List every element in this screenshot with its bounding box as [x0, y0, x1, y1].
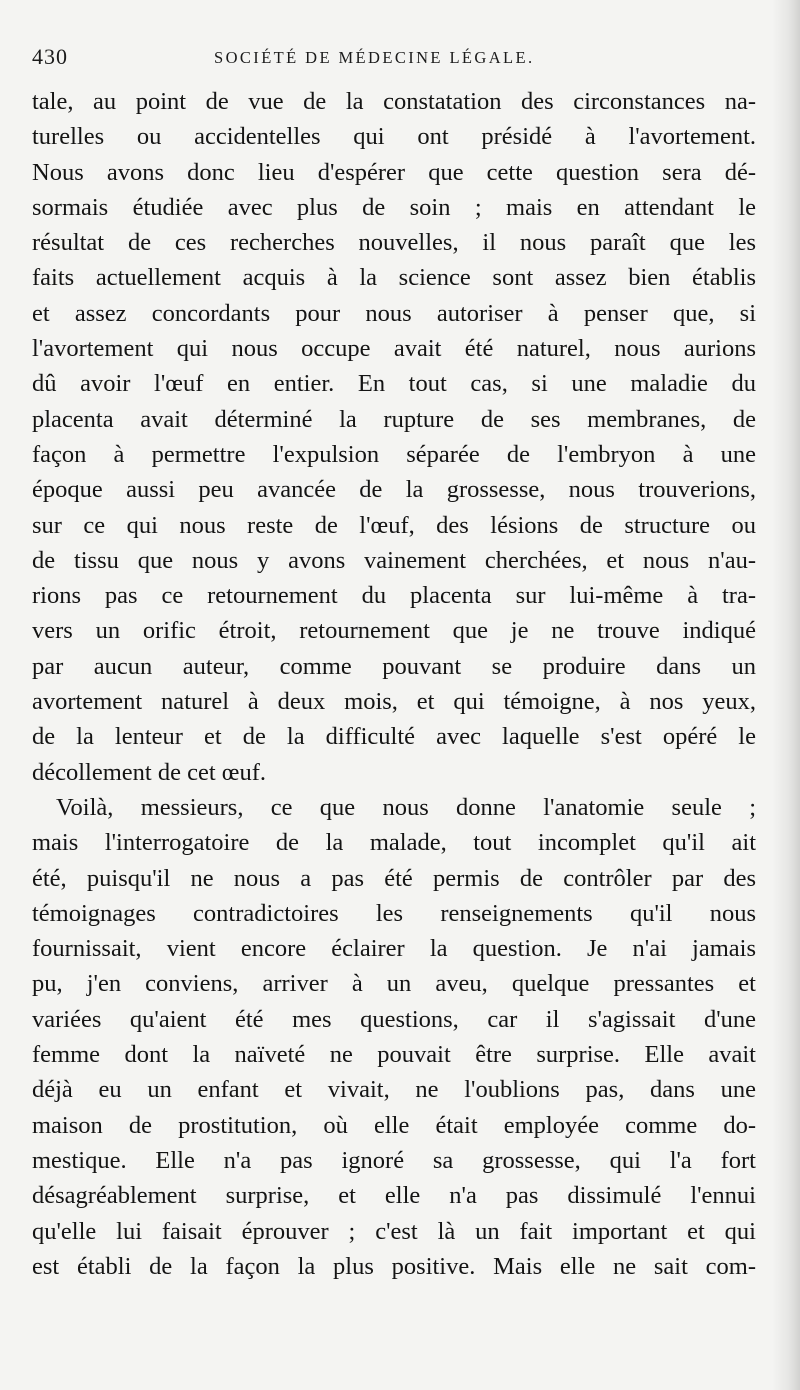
text-line: rions pas ce retournement du placenta sur lui-même à tra- [32, 582, 756, 610]
running-title: SOCIÉTÉ DE MÉDECINE LÉGALE. [214, 48, 535, 67]
text-line: avortement naturel à deux mois, et qui témoigne, à nos yeux, [32, 688, 756, 716]
text-line-paragraph-start: Voilà, messieurs, ce que nous donne l'anatomie seule ; [56, 793, 756, 821]
text-line: et assez concordants pour nous autoriser à penser que, si [32, 299, 756, 327]
running-head [32, 44, 772, 74]
text-line: est établi de la façon la plus positive. Mais elle ne sait com- [32, 1252, 756, 1280]
text-line: été, puisqu'il ne nous a pas été permis de contrôler par des [32, 864, 756, 892]
text-line: mais l'interrogatoire de la malade, tout incomplet qu'il ait [32, 829, 756, 857]
text-line: déjà eu un enfant et vivait, ne l'oublions pas, dans une [32, 1076, 756, 1104]
text-line: placenta avait déterminé la rupture de ses membranes, de [32, 405, 756, 433]
text-line: de tissu que nous y avons vainement cherchées, et nous n'au- [32, 546, 756, 574]
text-line: pu, j'en conviens, arriver à un aveu, quelque pressantes et [32, 970, 756, 998]
text-line: façon à permettre l'expulsion séparée de l'embryon à une [32, 440, 756, 468]
text-line: variées qu'aient été mes questions, car il s'agissait d'une [32, 1005, 756, 1033]
text-line: faits actuellement acquis à la science sont assez bien établis [32, 264, 756, 292]
text-line: désagréablement surprise, et elle n'a pas dissimulé l'ennui [32, 1182, 756, 1210]
text-line: vers un orific étroit, retournement que je ne trouve indiqué [32, 617, 756, 645]
body-text [32, 84, 756, 1284]
text-line: turelles ou accidentelles qui ont présidé à l'avortement. [32, 123, 756, 151]
text-line: dû avoir l'œuf en entier. En tout cas, si une maladie du [32, 370, 756, 398]
text-line: l'avortement qui nous occupe avait été naturel, nous aurions [32, 335, 756, 363]
text-line: tale, au point de vue de la constatation des circonstances na- [32, 88, 756, 115]
text-line: femme dont la naïveté ne pouvait être surprise. Elle avait [32, 1041, 756, 1069]
page-number: 430 [32, 44, 68, 69]
text-line: Nous avons donc lieu d'espérer que cette question sera dé- [32, 158, 756, 186]
text-line: sur ce qui nous reste de l'œuf, des lésions de structure ou [32, 511, 756, 539]
text-line: résultat de ces recherches nouvelles, il nous paraît que les [32, 229, 756, 257]
text-line: par aucun auteur, comme pouvant se produire dans un [32, 652, 756, 680]
text-line: époque aussi peu avancée de la grossesse, nous trouverions, [32, 476, 756, 504]
text-line: maison de prostitution, où elle était employée comme do- [32, 1111, 756, 1139]
text-line: qu'elle lui faisait éprouver ; c'est là un fait important et qui [32, 1217, 756, 1245]
page-edge-shadow [772, 0, 800, 1390]
text-line-paragraph-end: décollement de cet œuf. [32, 758, 267, 786]
text-line: mestique. Elle n'a pas ignoré sa grossesse, qui l'a fort [32, 1146, 756, 1174]
text-line: fournissait, vient encore éclairer la question. Je n'ai jamais [32, 935, 756, 963]
text-line: de la lenteur et de la difficulté avec laquelle s'est opéré le [32, 723, 756, 751]
text-line: témoignages contradictoires les renseignements qu'il nous [32, 899, 756, 927]
text-line: sormais étudiée avec plus de soin ; mais en attendant le [32, 193, 756, 221]
